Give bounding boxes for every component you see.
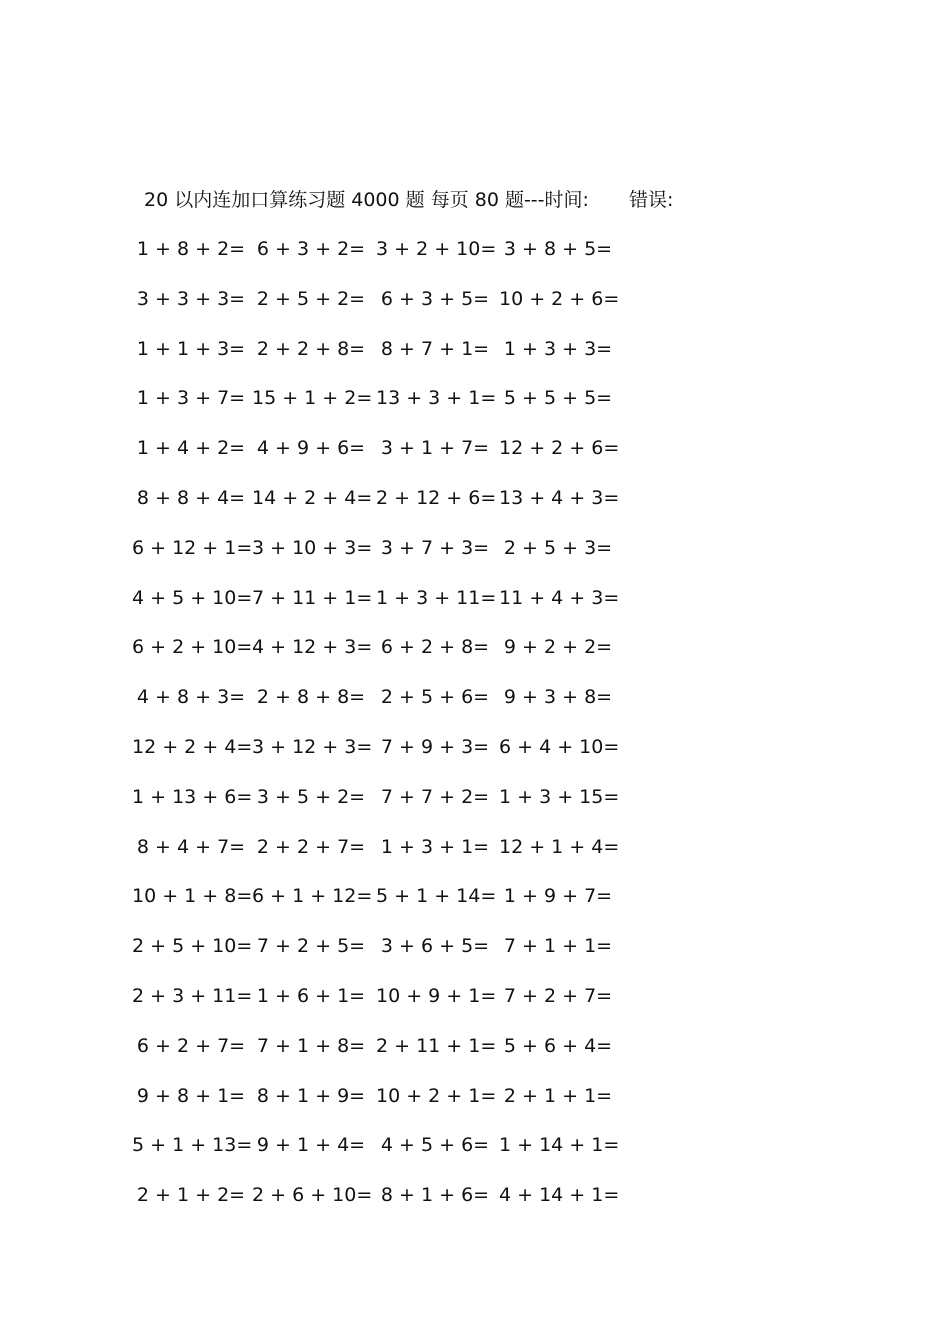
math-problem: 7 + 9 + 3= [380,735,490,758]
math-problem: 1 + 4 + 2= [136,437,246,460]
math-problem: 2 + 1 + 2= [136,1184,246,1207]
math-problem: 8 + 1 + 6= [380,1184,490,1207]
math-problem: 1 + 6 + 1= [256,984,366,1007]
math-problem: 1 + 1 + 3= [136,337,246,360]
math-problem: 10 + 1 + 8= [132,885,253,908]
math-problem: 4 + 9 + 6= [256,437,366,460]
math-problem: 6 + 12 + 1= [132,536,253,559]
problem-row [0,833,950,883]
math-problem: 4 + 5 + 6= [380,1134,490,1157]
problem-row [0,235,950,285]
math-problem: 2 + 5 + 2= [256,287,366,310]
math-problem: 8 + 1 + 9= [256,1084,366,1107]
math-problem: 3 + 3 + 3= [136,287,246,310]
math-problem: 1 + 3 + 15= [499,785,620,808]
math-problem: 2 + 2 + 7= [256,835,366,858]
math-problem: 2 + 5 + 10= [132,935,253,958]
math-problem: 7 + 2 + 5= [256,935,366,958]
math-problem: 2 + 6 + 10= [252,1184,373,1207]
math-problem: 9 + 1 + 4= [256,1134,366,1157]
math-problem: 5 + 1 + 13= [132,1134,253,1157]
problem-row [0,584,950,634]
problem-grid [0,235,950,1231]
problem-row [0,1032,950,1082]
math-problem: 2 + 3 + 11= [132,984,253,1007]
math-problem: 1 + 3 + 7= [136,387,246,410]
math-problem: 8 + 8 + 4= [136,486,246,509]
worksheet-title: 20 以内连加口算练习题 4000 题 每页 80 题---时间: [144,189,589,211]
math-problem: 2 + 5 + 6= [380,686,490,709]
math-problem: 1 + 3 + 3= [503,337,613,360]
math-problem: 2 + 12 + 6= [376,486,497,509]
math-problem: 4 + 12 + 3= [252,636,373,659]
math-problem: 14 + 2 + 4= [252,486,373,509]
problem-row [0,1181,950,1231]
math-problem: 7 + 11 + 1= [252,586,373,609]
math-problem: 3 + 10 + 3= [252,536,373,559]
math-problem: 6 + 2 + 8= [380,636,490,659]
math-problem: 8 + 4 + 7= [136,835,246,858]
math-problem: 7 + 7 + 2= [380,785,490,808]
problem-row [0,534,950,584]
math-problem: 6 + 2 + 7= [136,1034,246,1057]
math-problem: 3 + 6 + 5= [380,935,490,958]
math-problem: 10 + 9 + 1= [376,984,497,1007]
math-problem: 8 + 7 + 1= [380,337,490,360]
math-problem: 1 + 9 + 7= [503,885,613,908]
math-problem: 12 + 2 + 6= [499,437,620,460]
math-problem: 3 + 8 + 5= [503,238,613,260]
problem-row [0,982,950,1032]
problem-row [0,384,950,434]
math-problem: 7 + 1 + 8= [256,1034,366,1057]
math-problem: 9 + 8 + 1= [136,1084,246,1107]
math-problem: 3 + 1 + 7= [380,437,490,460]
problem-row [0,1082,950,1132]
problem-row [0,484,950,534]
math-problem: 6 + 4 + 10= [499,735,620,758]
math-problem: 3 + 12 + 3= [252,735,373,758]
math-problem: 1 + 14 + 1= [499,1134,620,1157]
problem-row [0,932,950,982]
problem-row [0,683,950,733]
math-problem: 2 + 2 + 8= [256,337,366,360]
math-problem: 7 + 2 + 7= [503,984,613,1007]
math-problem: 6 + 1 + 12= [252,885,373,908]
math-problem: 10 + 2 + 6= [499,287,620,310]
worksheet-header [144,186,673,214]
math-problem: 6 + 3 + 2= [256,238,366,260]
math-problem: 6 + 3 + 5= [380,287,490,310]
math-problem: 5 + 5 + 5= [503,387,613,410]
math-problem: 3 + 7 + 3= [380,536,490,559]
math-problem: 5 + 1 + 14= [376,885,497,908]
math-problem: 13 + 3 + 1= [376,387,497,410]
problem-row [0,1131,950,1181]
math-problem: 6 + 2 + 10= [132,636,253,659]
math-problem: 3 + 5 + 2= [256,785,366,808]
math-problem: 4 + 14 + 1= [499,1184,620,1207]
math-problem: 11 + 4 + 3= [499,586,620,609]
problem-row [0,285,950,335]
math-problem: 4 + 5 + 10= [132,586,253,609]
math-problem: 2 + 5 + 3= [503,536,613,559]
math-problem: 9 + 3 + 8= [503,686,613,709]
math-problem: 1 + 3 + 1= [380,835,490,858]
math-problem: 2 + 11 + 1= [376,1034,497,1057]
math-problem: 5 + 6 + 4= [503,1034,613,1057]
math-problem: 2 + 1 + 1= [503,1084,613,1107]
math-problem: 12 + 2 + 4= [132,735,253,758]
math-problem: 10 + 2 + 1= [376,1084,497,1107]
problem-row [0,633,950,683]
math-problem: 1 + 8 + 2= [136,238,246,260]
math-problem: 3 + 2 + 10= [376,238,497,260]
error-count-label: 错误: [628,189,674,211]
math-problem: 9 + 2 + 2= [503,636,613,659]
math-problem: 15 + 1 + 2= [252,387,373,410]
problem-row [0,434,950,484]
problem-row [0,733,950,783]
math-problem: 13 + 4 + 3= [499,486,620,509]
math-problem: 1 + 13 + 6= [132,785,253,808]
math-problem: 2 + 8 + 8= [256,686,366,709]
math-problem: 12 + 1 + 4= [499,835,620,858]
math-problem: 1 + 3 + 11= [376,586,497,609]
math-problem: 4 + 8 + 3= [136,686,246,709]
problem-row [0,335,950,385]
problem-row [0,882,950,932]
problem-row [0,783,950,833]
math-problem: 7 + 1 + 1= [503,935,613,958]
